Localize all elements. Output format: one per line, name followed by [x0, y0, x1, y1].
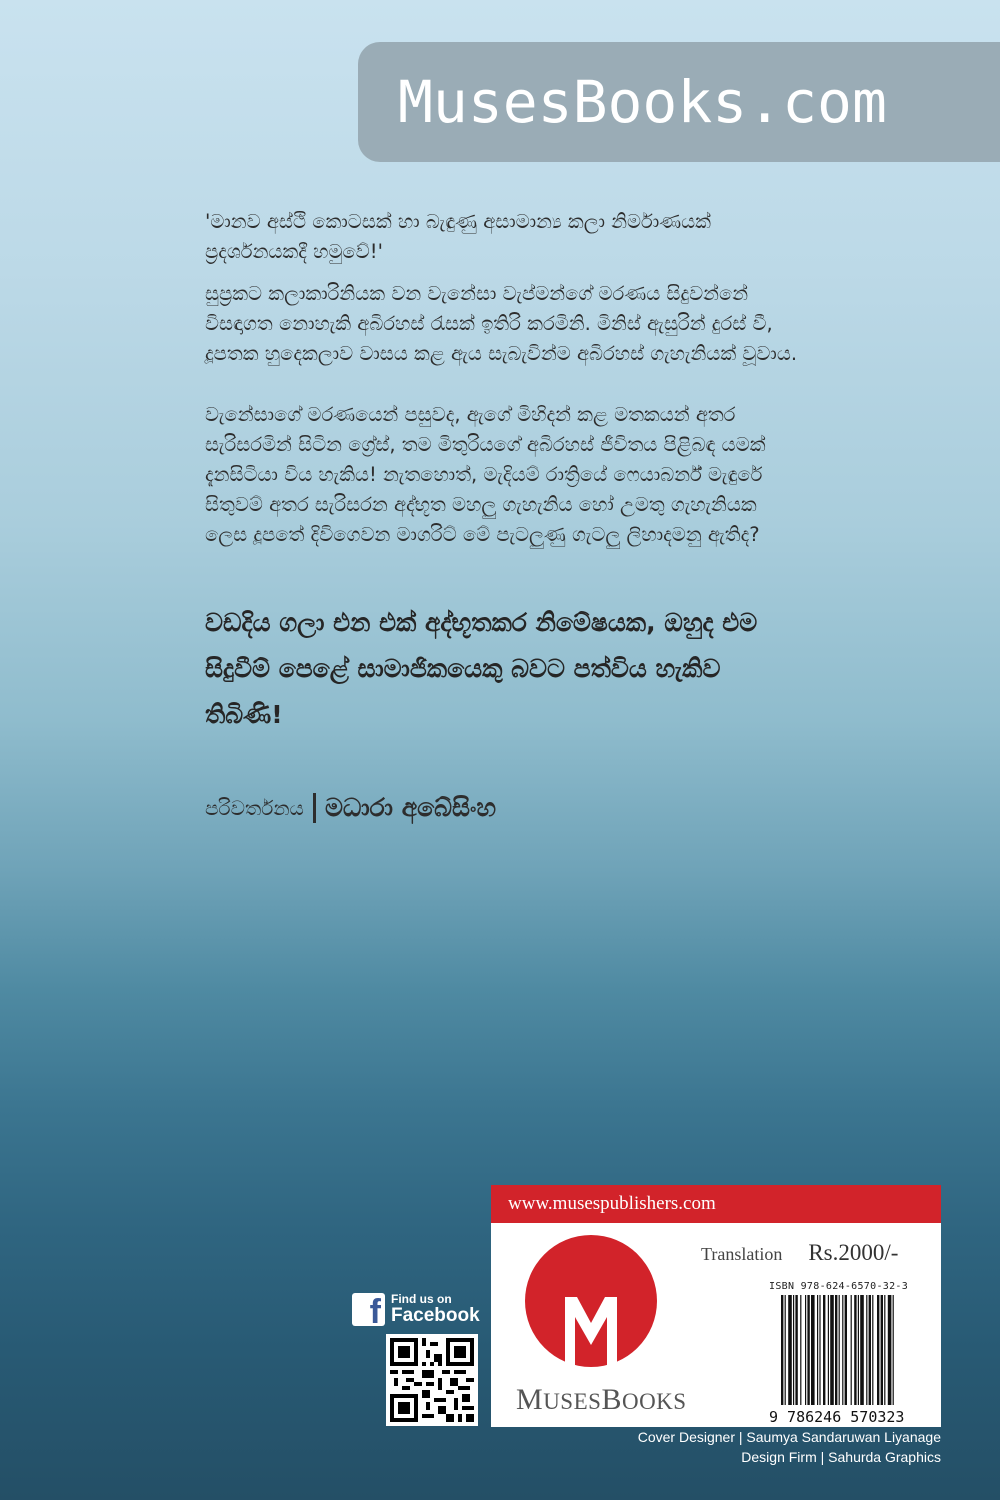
blurb-quote [205, 207, 805, 283]
barcode-bar [811, 1295, 815, 1405]
barcode-bar [872, 1295, 873, 1405]
category-label: Translation [701, 1244, 783, 1264]
publisher-box [491, 1185, 941, 1427]
barcode-bar [805, 1295, 806, 1405]
barcode-bar [842, 1295, 843, 1405]
barcode-bar [888, 1295, 892, 1405]
barcode-bar [893, 1295, 894, 1405]
facebook-block [352, 1293, 482, 1426]
credit-role: පරිවර්තනය [205, 796, 304, 820]
blurb-paragraph-1 [205, 279, 805, 385]
brand-name: MUSESBOOKS [516, 1383, 687, 1416]
watermark-text: MusesBooks.com [398, 68, 887, 136]
paragraph-2-text: වැනේසාගේ මරණයෙන් පසුවද, ඇගේ මිහිදන් කළ මතකයන් අතර සැරිසරමින් සිටින ග්‍රේස්, තම මිතුරියගේ අබිරහස් ජීවිතය පිළිබඳ යමක් දැනසිටියා විය හැකිය! නැතහොත්, මැදියම් රාත්‍රියේ ෆෙයාබර්න් මැඳුරේ සිතුවම් අතර සැරිසරන අද්භූත මහලු ගැහැනිය හෝ උමතු ගැහැනියක ලෙස දූපතේ දිවිගෙවන මාගරිට් මේ පැටලුණු ගැටලු ලිහාදමනු ඇතිද? [205, 403, 766, 546]
cover-designer-credit: Cover Designer | Saumya Sandaruwan Liyanage [637, 1429, 941, 1445]
barcode-bar [881, 1295, 883, 1405]
barcode-bar [835, 1295, 837, 1405]
publisher-url[interactable] [491, 1185, 941, 1223]
facebook-badge[interactable] [352, 1293, 482, 1326]
paragraph-1-text: සුප්‍රකට කලාකාරිනියක වන වැනේසා වැප්මන්ගේ මරණය සිදුවන්නේ විසඳාගත නොහැකි අබිරහස් රැසක් ඉතිරි කරමිනි. මිනිස් ඇසුරින් දුරස් වී, දූපතක හුදෙකලාව වාසය කළ ඇය සැබැවින්ම අබිරහස් ගැහැනියක් වූවාය. [205, 282, 798, 365]
barcode-bar [785, 1295, 786, 1405]
barcode-bar [854, 1295, 856, 1405]
barcode-bar [795, 1295, 797, 1405]
publisher-url-text: www.musespublishers.com [508, 1193, 716, 1214]
barcode-bar [819, 1295, 820, 1405]
category-price-row [701, 1240, 898, 1266]
barcode-bar [851, 1295, 852, 1405]
barcode-bar [866, 1295, 867, 1405]
barcode-bar [877, 1295, 879, 1405]
translator-name: මධාරා අබේසිංහ [324, 793, 497, 822]
barcode-digits: 9 786246 570323 [769, 1408, 905, 1425]
facebook-line1: Find us on [391, 1292, 452, 1306]
barcode-bar [788, 1295, 792, 1405]
translator-credit [205, 793, 496, 823]
design-firm-credit: Design Firm | Sahurda Graphics [741, 1449, 941, 1465]
qr-code[interactable] [386, 1334, 478, 1426]
barcode-bar [860, 1295, 864, 1405]
facebook-line2: Facebook [391, 1305, 480, 1326]
barcode-bar [830, 1295, 834, 1405]
barcode-bar [823, 1295, 825, 1405]
blurb-paragraph-2 [205, 400, 805, 566]
watermark-banner [358, 42, 1000, 162]
barcode-bar [869, 1295, 871, 1405]
barcode-bar [793, 1295, 794, 1405]
isbn-text: ISBN 978-624-6570-32-3 [769, 1281, 909, 1292]
barcode-bar [781, 1295, 783, 1405]
barcode-bar [828, 1295, 829, 1405]
barcode-bar [845, 1295, 847, 1405]
barcode-bar [807, 1295, 809, 1405]
facebook-icon: f [352, 1293, 385, 1326]
barcode-bar [858, 1295, 859, 1405]
price-label: Rs.2000/- [808, 1240, 899, 1265]
isbn-barcode [769, 1295, 929, 1429]
quote-text: 'මානව අස්ථි කොටසක් හා බැඳුණු අසාමාන්‍ය කලා නිර්මාණයක් ප්‍රදර්ශනයකදී හමුවේ!' [205, 210, 712, 263]
logo-circle [525, 1235, 657, 1367]
credit-divider [313, 793, 316, 823]
blurb-highlight: වඩදිය ගලා එන එක් අද්භූතකර නිමේෂයක, ඔහුද එම සිදුවීම් පෙළේ සාමාජිකයෙකු බවට පත්විය හැකිව තිබිණි! [205, 608, 758, 729]
barcode-bar [884, 1295, 885, 1405]
barcode-bar [817, 1295, 818, 1405]
barcode-bar [839, 1295, 840, 1405]
musesbooks-logo [521, 1227, 661, 1371]
barcode-bar [800, 1295, 801, 1405]
